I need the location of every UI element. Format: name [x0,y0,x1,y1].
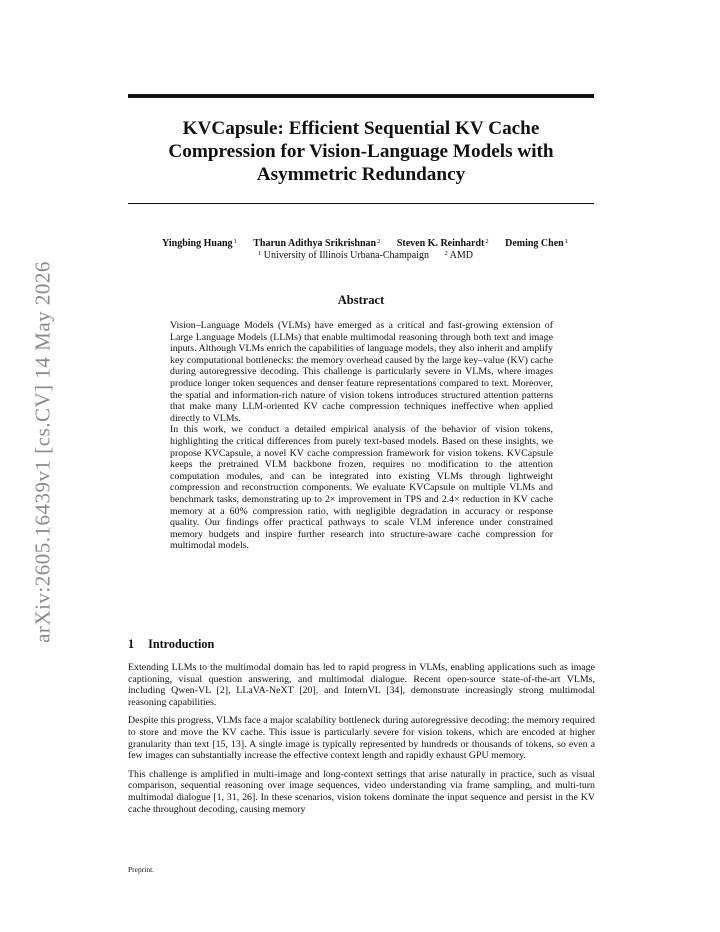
author-name: Tharun Adithya Srikrishnan [253,238,377,249]
affiliation-mark: 2 [444,250,448,257]
title-top-rule [128,94,594,98]
author-name: Yingbing Huang [162,238,233,249]
abstract-heading: Abstract [337,293,385,307]
abstract-body [170,320,553,552]
section-number: 1 [128,637,135,651]
body-paragraph: This challenge is amplified in multi-image and long-context settings that arise naturally in practice, such as visual comparison, sequential reasoning over image sequences, video understanding via frame sampling, and multi-turn multimodal dialogue [1, 31, 26]. In these scenarios, vision tokens dominate the input sequence and persist in the KV cache throughout decoding, causing memory [128,768,595,815]
affiliation-mark: 2 [377,238,381,245]
body-paragraph: Despite this progress, VLMs face a major scalability bottleneck during autoregressive decoding: the memory required to store and move the KV cache. This issue is particularly severe for vision tokens, which are encoded at higher granularity than text [15, 13]. A single image is typically represented by hundreds or thousands of tokens, so even a few images can substantially increase the effective context length and rapidly exhaust GPU memory. [128,715,595,762]
affiliation-mark: 1 [233,238,237,245]
author-name: Steven K. Reinhardt [396,238,485,249]
introduction-body [128,662,595,822]
author-name: Deming Chen [505,238,564,249]
title-bottom-rule [128,203,594,204]
affiliation-mark: 1 [564,238,568,245]
title-line: Asymmetric Redundancy [256,164,466,185]
abstract-paragraph: In this work, we conduct a detailed empirical analysis of the behavior of vision tokens, highlighting the critical differences from purely text-based models. Based on these insights, we propose KVCapsule, a novel KV cache compression framework for vision tokens. KVCapsule keeps the pretrained VLM backbone frozen, requires no modification to the attention computation modules, and can be integrated into existing VLMs through lightweight compression and reconstruction components. We evaluate KVCapsule on multiple VLMs and benchmark tasks, demonstrating up to 2× improvement in TPS and 2.4× reduction in KV cache memory at a 60% compression ratio, with negligible degradation in accuracy or response quality. Our findings offer practical pathways to scale VLM inference under constrained memory budgets and inspire further research into structure-aware cache compression for multimodal models. [170,424,553,552]
affiliation-name: AMD [449,250,474,261]
arxiv-identifier: arXiv:2605.16439v1 [cs.CV] 14 May 2026 [30,261,55,643]
title-line: Compression for Vision-Language Models with [168,141,554,162]
affiliation-mark: 1 [257,250,262,257]
section-heading-introduction [128,637,214,652]
affiliation [443,250,473,261]
affiliation-list [110,248,620,262]
body-paragraph: Extending LLMs to the multimodal domain has led to rapid progress in VLMs, enabling applications such as image captioning, visual question answering, and multimodal dialogue. Recent open-source state-of-the-art VLMs, including Qwen-VL [2], LLaVA-NeXT [20], and InternVL [34], demonstrate increasingly strong multimodal reasoning capabilities. [128,662,595,708]
abstract-paragraph: Vision–Language Models (VLMs) have emerged as a critical and fast-growing extension of Large Language Models (LLMs) that enable multimodal reasoning through both text and image inputs. Although VLMs enrich the capabilities of language models, they also inherit and amplify key computational bottlenecks: the memory overhead caused by the large key–value (KV) cache during autoregressive decoding. This challenge is particularly severe in VLMs, where images produce longer token sequences and denser feature representations compared to text. Moreover, the spatial and information-rich nature of vision tokens introduces structured attention patterns that make many LLM-oriented KV cache compression techniques ineffective when applied directly to VLMs. [170,320,553,424]
paper-title [128,117,594,186]
affiliation [257,250,429,261]
section-title: Introduction [148,637,215,651]
affiliation-name: University of Illinois Urbana-Champaign [263,250,429,261]
preprint-footer: Preprint. [128,865,155,874]
affiliation-mark: 2 [485,238,489,245]
title-line: KVCapsule: Efficient Sequential KV Cache [182,118,540,139]
